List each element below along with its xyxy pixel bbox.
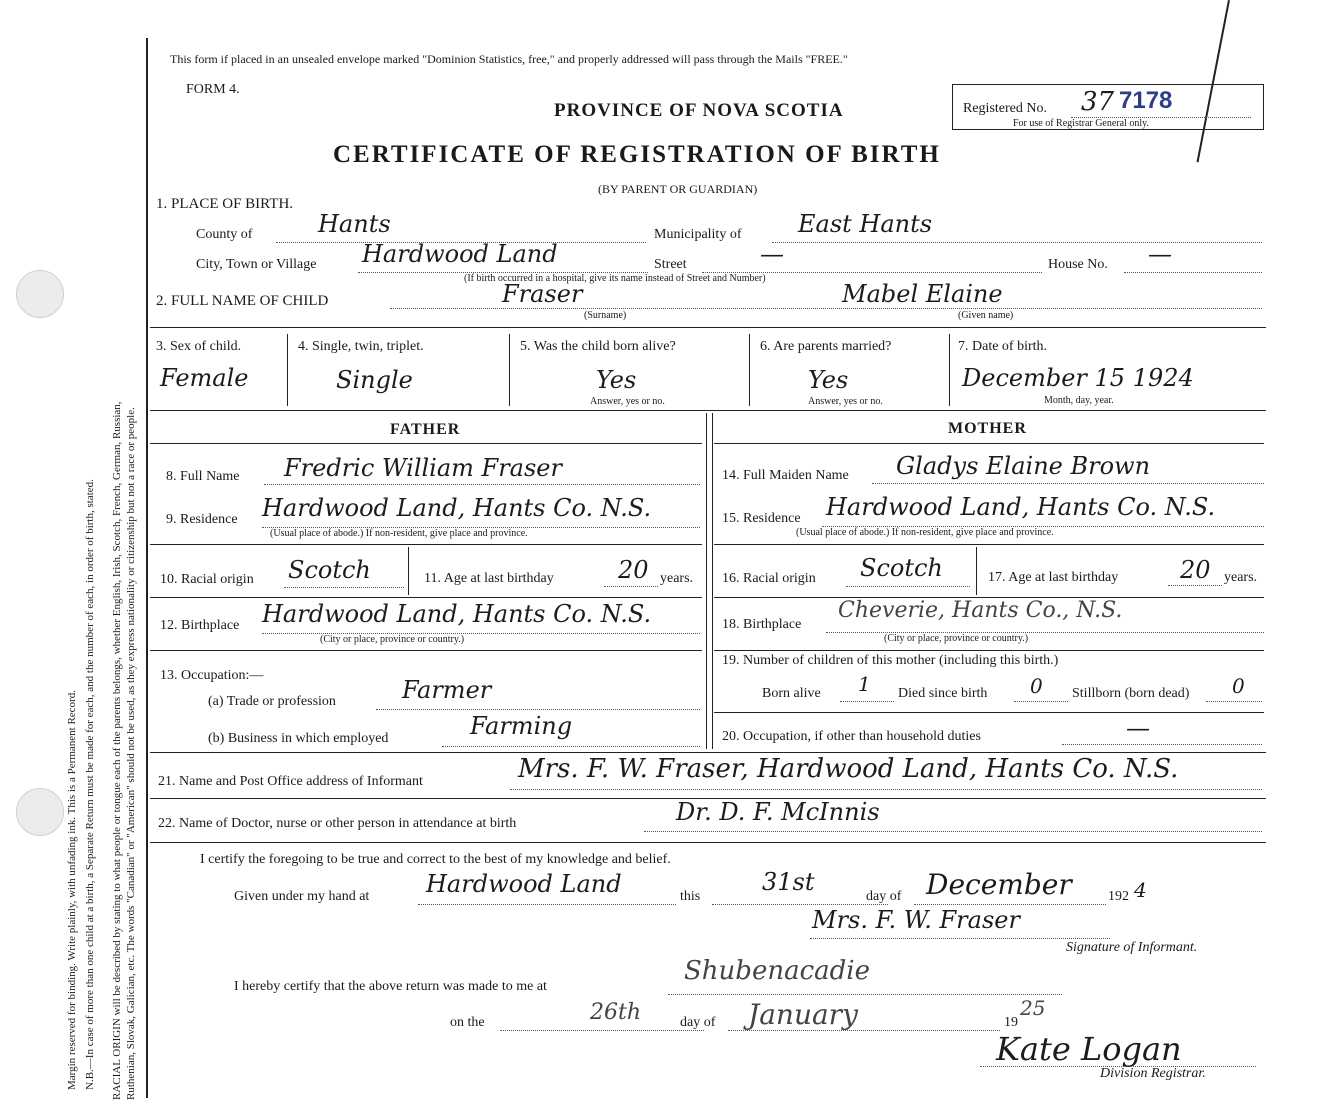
mother-header: MOTHER [948,420,1027,437]
this-label: this [680,889,701,904]
mother-racial-label: 16. Racial origin [722,571,816,586]
registrar-year-suffix: 25 [1020,996,1046,1020]
informant-signature: Mrs. F. W. Fraser [812,906,1020,934]
father-residence-label: 9. Residence [166,512,238,527]
given-day: 31st [762,868,815,896]
registered-number-stamp: 7178 [1119,87,1173,114]
single-value: Single [336,366,413,394]
house-label: House No. [1048,257,1108,272]
surname-caption: (Surname) [584,310,627,321]
margin-note-1: Margin reserved for binding. Write plainly, with unfading ink. This is a Permanent Record. [66,690,78,1090]
province-heading: PROVINCE OF NOVA SCOTIA [554,100,844,121]
mother-birthplace-caption: (City or place, province or country.) [884,633,1029,644]
street-value: — [760,240,784,268]
margin-note-2: N.B.—In case of more than one child at a birth, a Separate Return must be made for each, and the number of each, in order of birth, stated. [84,479,96,1090]
registered-box [952,84,1264,130]
dob-value: December 15 1924 [962,364,1194,392]
died-value: 0 [1030,674,1043,698]
street-label: Street [654,257,687,272]
trade-label: (a) Trade or profession [208,694,336,709]
informant-value: Mrs. F. W. Fraser, Hardwood Land, Hants Co. N.S. [518,754,1179,784]
father-residence-caption: (Usual place of abode.) If non-resident, give place and province. [270,528,528,539]
registrar-signature-caption: Division Registrar. [1100,1066,1206,1081]
binding-hole-bottom [16,788,64,836]
margin-line [146,38,148,1098]
municipality-value: East Hants [798,210,933,238]
given-month: December [926,868,1072,901]
child-surname: Fraser [502,280,583,308]
father-racial: Scotch [288,556,371,584]
doctor-value: Dr. D. F. McInnis [676,798,880,826]
on-the-label: on the [450,1015,485,1030]
given-place: Hardwood Land [426,870,622,898]
mother-racial: Scotch [860,554,943,582]
doctor-label: 22. Name of Doctor, nurse or other person in attendance at birth [158,816,517,831]
father-residence: Hardwood Land, Hants Co. N.S. [262,494,652,522]
father-name-label: 8. Full Name [166,469,240,484]
county-value: Hants [318,210,391,238]
children-label: 19. Number of children of this mother (including this birth.) [722,653,1059,668]
mother-residence-label: 15. Residence [722,511,801,526]
father-age: 20 [618,556,649,584]
alive-label: 5. Was the child born alive? [520,339,676,354]
sex-label: 3. Sex of child. [156,339,242,354]
sex-value: Female [160,364,249,392]
given-name-caption: (Given name) [958,310,1014,321]
mother-birthplace-label: 18. Birthplace [722,617,802,632]
mother-residence: Hardwood Land, Hants Co. N.S. [826,493,1216,521]
married-value: Yes [808,366,849,394]
father-header: FATHER [390,421,461,438]
municipality-label: Municipality of [654,227,742,242]
registrar-year-prefix: 19 [1004,1015,1018,1030]
married-caption: Answer, yes or no. [808,396,883,407]
business-label: (b) Business in which employed [208,731,389,746]
dob-label: 7. Date of birth. [958,339,1048,354]
hospital-note: (If birth occurred in a hospital, give its name instead of Street and Number) [464,273,766,284]
day-of-label: day of [866,889,902,904]
mother-residence-caption: (Usual place of abode.) If non-resident, give place and province. [796,527,1054,538]
informant-label: 21. Name and Post Office address of Informant [158,774,423,789]
business-value: Farming [470,712,573,740]
died-label: Died since birth [898,686,988,701]
alive-value: Yes [596,366,637,394]
form-number: FORM 4. [186,82,240,97]
registrar-day-of-label: day of [680,1015,716,1030]
city-value: Hardwood Land [362,240,558,268]
father-name: Fredric William Fraser [284,454,562,482]
binding-hole-top [16,270,64,318]
married-label: 6. Are parents married? [760,339,892,354]
occupation-label: 13. Occupation:— [160,668,264,683]
certificate-subtitle: (BY PARENT OR GUARDIAN) [598,182,758,196]
mailing-notice: This form if placed in an unsealed envelope marked "Dominion Statistics, free," and properly addressed will pass through the Mails "FREE." [170,52,848,66]
born-alive-label: Born alive [762,686,821,701]
father-birthplace-caption: (City or place, province or country.) [320,634,465,645]
born-alive-value: 1 [858,672,871,696]
given-label: Given under my hand at [234,889,370,904]
registrar-day: 26th [590,1000,642,1025]
child-given-name: Mabel Elaine [842,280,1003,308]
child-name-label: 2. FULL NAME OF CHILD [156,293,329,309]
place-section-label: 1. PLACE OF BIRTH. [156,196,294,212]
stillborn-label: Stillborn (born dead) [1072,686,1190,701]
city-label: City, Town or Village [196,257,317,272]
house-value: — [1148,240,1172,268]
mother-occupation-value: — [1126,714,1150,742]
registrar-note: For use of Registrar General only. [1013,118,1149,129]
mother-age-label: 17. Age at last birthday [988,570,1119,585]
registrar-statement: I hereby certify that the above return was made to me at [234,979,547,994]
mother-name: Gladys Elaine Brown [896,452,1151,480]
father-birthplace-label: 12. Birthplace [160,618,240,633]
margin-note-3: RACIAL ORIGIN will be described by stating to what people or tongue each of the parents belongs, whether English, Irish, Scotch, French, German, Russian, [111,401,123,1100]
stillborn-value: 0 [1232,674,1245,698]
certificate-title: CERTIFICATE OF REGISTRATION OF BIRTH [333,141,941,168]
registrar-month: January [748,998,858,1031]
registrar-place: Shubenacadie [684,956,870,986]
mother-years: years. [1224,570,1258,585]
mother-name-label: 14. Full Maiden Name [722,468,849,483]
dob-caption: Month, day, year. [1044,395,1114,406]
father-racial-label: 10. Racial origin [160,572,254,587]
mother-age: 20 [1180,556,1211,584]
corner-pen-mark [1197,0,1230,162]
father-years: years. [660,571,694,586]
given-year-prefix: 192 [1108,889,1129,904]
registrar-signature: Kate Logan [996,1030,1182,1068]
single-label: 4. Single, twin, triplet. [298,339,424,354]
mother-birthplace: Cheverie, Hants Co., N.S. [838,598,1123,623]
certify-statement: I certify the foregoing to be true and correct to the best of my knowledge and belief. [200,852,671,867]
father-age-label: 11. Age at last birthday [424,571,554,586]
trade-value: Farmer [402,676,492,704]
margin-note-4: Ruthenian, Slovak, Galician, etc. The words "Canadian" or "American" should not be used, as they express nationality or citizenship but not a race or people. [125,407,137,1100]
given-year-suffix: 4 [1134,878,1147,902]
registered-number-handwritten: 37 [1081,87,1115,117]
county-label: County of [196,227,253,242]
alive-caption: Answer, yes or no. [590,396,665,407]
informant-signature-caption: Signature of Informant. [1066,940,1198,955]
registered-label: Registered No. [963,101,1047,116]
mother-occupation-label: 20. Occupation, if other than household duties [722,729,981,744]
father-birthplace: Hardwood Land, Hants Co. N.S. [262,600,652,628]
